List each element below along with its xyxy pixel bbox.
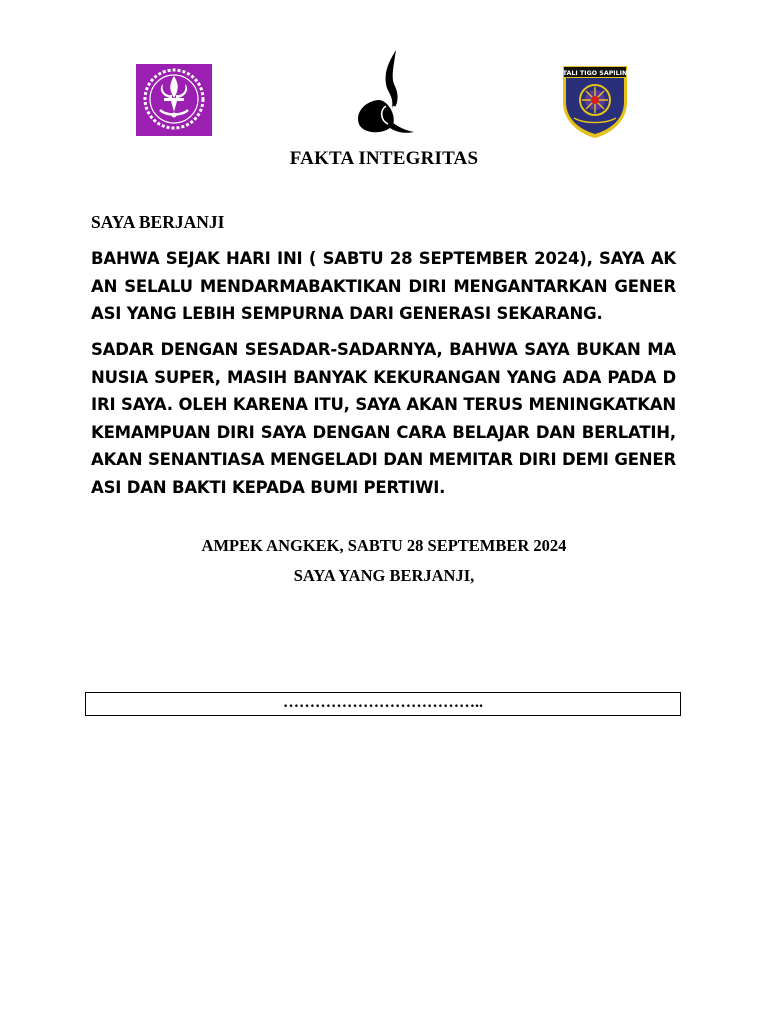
- signed-label: SAYA YANG BERJANJI,: [293, 566, 475, 585]
- oath-heading: SAYA BERJANJI: [91, 212, 225, 232]
- oath-paragraph-2: SADAR DENGAN SESADAR-SADARNYA, BAHWA SAYA BUKAN MANUSIA SUPER, MASIH BANYAK KEKURANGAN YANG ADA PADA DIRI SAYA. OLEH KARENA ITU, SAYA AKAN TERUS MENINGKATKAN KEMAMPUAN DIRI SAYA DENGAN CARA BELAJAR DAN BERLATIH, AKAN SENANTIASA MENGELADI DAN MEMITAR DIRI DEMI GENERASI DAN BAKTI KEPADA BUMI PERTIWI.: [91, 340, 676, 497]
- signature-field[interactable]: [85, 692, 681, 716]
- world-scout-emblem-icon: [136, 64, 212, 136]
- shield-banner-text: TALI TIGO SAPILIN: [562, 70, 628, 77]
- document-title: FAKTA INTEGRITAS: [289, 148, 479, 169]
- kwarcab-shield-icon: [560, 64, 630, 140]
- tunas-kelapa-icon: [350, 48, 418, 136]
- oath-paragraph-1: BAHWA SEJAK HARI INI ( SABTU 28 SEPTEMBER 2024), SAYA AKAN SELALU MENDARMABAKTIKAN DIRI MENGANTARKAN GENERASI YANG LEBIH SEMPURNA DARI GENERASI SEKARANG.: [91, 249, 676, 323]
- place-date: AMPEK ANGKEK, SABTU 28 SEPTEMBER 2024: [201, 536, 567, 555]
- signature-placeholder: ………………………………..: [283, 694, 483, 711]
